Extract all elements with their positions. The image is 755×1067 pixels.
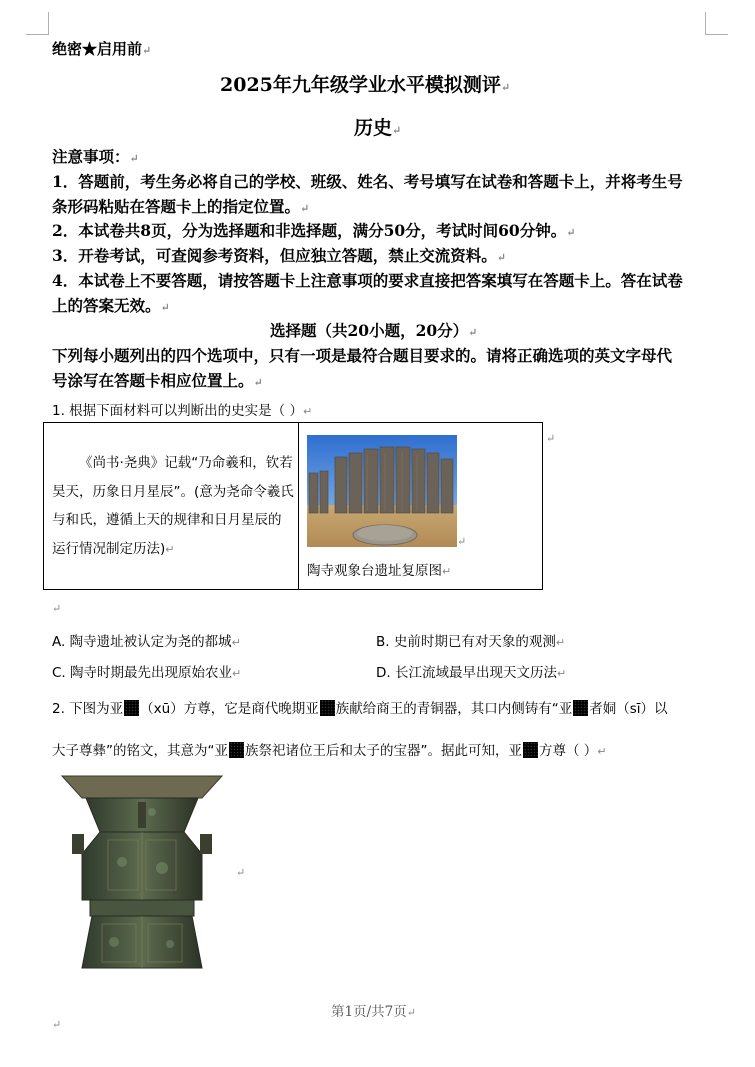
section-title: 选择题（共20小题，20分）↵ (270, 321, 478, 340)
note-item-4-line-2: 上的答案无效。↵ (52, 296, 170, 315)
bronze-fangzun-vessel-image (52, 772, 232, 972)
section-instruction-line-2: 号涂写在答题卡相应位置上。↵ (52, 371, 263, 390)
note-item-1-line-2: 条形码粘贴在答题卡上的指定位置。↵ (52, 197, 310, 216)
note-item-3: 3．开卷考试，可查阅参考资料，但应独立答题，禁止交流资料。↵ (52, 246, 507, 265)
note-item-4-line-1: 4．本试卷上不要答题，请按答题卡上注意事项的要求直接把答案填写在答题卡上。答在试卷 (52, 271, 683, 290)
section-instruction-line-1: 下列每小题列出的四个选项中，只有一项是最符合题目要求的。请将正确选项的英文字母代 (52, 346, 673, 365)
ya-chou-clan-glyph-icon (523, 742, 538, 758)
q1-option-b: B. 史前时期已有对天象的观测↵ (376, 634, 566, 650)
q2-stem-line-2: 大子尊彝”的铭文，其意为“亚 族祭祀诸位王后和太子的宝器”。据此可知，亚 方尊（ ）↵ (52, 743, 607, 759)
q1-option-d: D. 长江流域最早出现天文历法↵ (376, 665, 567, 681)
notes-heading: 注意事项：↵ (52, 147, 139, 166)
q1-image-cell: ↵ 陶寺观象台遗址复原图↵ (299, 423, 543, 590)
note-item-2: 2．本试卷共8页，分为选择题和非选择题，满分50分，考试时间60分钟。↵ (52, 221, 576, 240)
crop-mark-top-left (26, 12, 49, 35)
q1-option-c: C. 陶寺时期最先出现原始农业↵ (52, 665, 242, 681)
page-number: 第1页/共7页↵ (331, 1004, 416, 1020)
q2-stem-line-1: 2. 下图为亚 （xū）方尊，它是商代晚期亚 族献给商王的青铜器，其口内侧铸有“亚 者姛（sī）以 (52, 701, 668, 717)
secret-label: 绝密★启用前↵ (52, 40, 152, 58)
q1-stem: 1. 根据下面材料可以判断出的史实是（ ）↵ (52, 403, 313, 419)
ya-chou-clan-glyph-icon (124, 700, 139, 716)
subject-title: 历史↵ (354, 117, 402, 139)
ya-chou-clan-glyph-icon (320, 700, 335, 716)
q1-quote-cell (44, 423, 299, 590)
q1-quote: 《尚书·尧典》记载“乃命羲和，钦若昊天，历象日月星辰”。(意为尧命令羲氏与和氏，遵循上天的规律和日月星辰的运行情况制定历法)↵ (52, 455, 294, 557)
crop-mark-top-right (705, 12, 728, 35)
q1-image-caption: 陶寺观象台遗址复原图↵ (307, 563, 452, 579)
exam-title: 2025年九年级学业水平模拟测评↵ (220, 74, 511, 96)
note-item-1-line-1: 1．答题前，考生务必将自己的学校、班级、姓名、考号填写在试卷和答题卡上，并将考生号 (52, 172, 683, 191)
ya-chou-clan-glyph-icon (573, 700, 588, 716)
q1-material-table (43, 422, 543, 590)
taosi-observatory-photo (307, 435, 457, 547)
ya-chou-clan-glyph-icon (229, 742, 244, 758)
q1-option-a: A. 陶寺遗址被认定为尧的都城↵ (52, 634, 241, 650)
